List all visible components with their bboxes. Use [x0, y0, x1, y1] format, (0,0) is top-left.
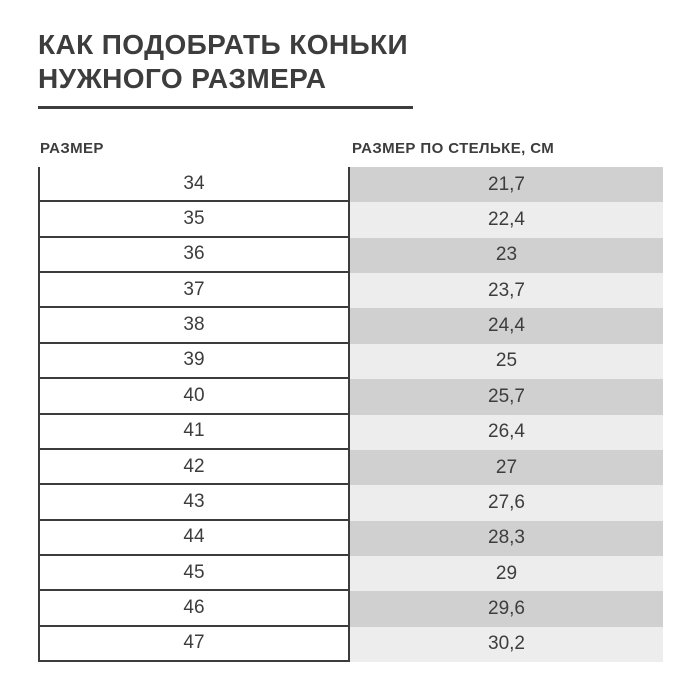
- size-cell: 40: [38, 379, 350, 414]
- insole-cell: 27: [350, 450, 663, 485]
- size-cell: 34: [38, 167, 350, 202]
- table-row: [38, 202, 663, 237]
- size-cell: 46: [38, 591, 350, 626]
- insole-cell: 21,7: [350, 167, 663, 202]
- table-row: [38, 273, 663, 308]
- insole-cell: 26,4: [350, 415, 663, 450]
- table-row: [38, 521, 663, 556]
- insole-cell: 30,2: [350, 627, 663, 662]
- insole-cell: 28,3: [350, 521, 663, 556]
- size-cell: 36: [38, 238, 350, 273]
- size-cell: 37: [38, 273, 350, 308]
- insole-cell: 24,4: [350, 308, 663, 343]
- size-cell: 41: [38, 415, 350, 450]
- size-cell: 38: [38, 308, 350, 343]
- table-row: [38, 308, 663, 343]
- table-column-headers: [38, 140, 663, 157]
- column-header-insole: РАЗМЕР ПО СТЕЛЬКЕ, СМ: [352, 140, 555, 157]
- title-underline-rule: [38, 106, 413, 109]
- insole-cell: 29,6: [350, 591, 663, 626]
- insole-cell: 22,4: [350, 202, 663, 237]
- column-header-size: РАЗМЕР: [40, 140, 104, 157]
- insole-cell: 25: [350, 344, 663, 379]
- page-title-line-1: КАК ПОДОБРАТЬ КОНЬКИ: [38, 29, 409, 60]
- size-cell: 42: [38, 450, 350, 485]
- table-row: [38, 591, 663, 626]
- size-cell: 39: [38, 344, 350, 379]
- table-row: [38, 556, 663, 591]
- size-cell: 47: [38, 627, 350, 662]
- table-row: [38, 344, 663, 379]
- insole-cell: 27,6: [350, 485, 663, 520]
- table-row: [38, 450, 663, 485]
- insole-cell: 23,7: [350, 273, 663, 308]
- insole-cell: 25,7: [350, 379, 663, 414]
- size-cell: 44: [38, 521, 350, 556]
- size-cell: 45: [38, 556, 350, 591]
- insole-cell: 29: [350, 556, 663, 591]
- table-row: [38, 485, 663, 520]
- table-row: [38, 379, 663, 414]
- page-title-line-2: НУЖНОГО РАЗМЕРА: [38, 63, 327, 94]
- table-row: [38, 167, 663, 202]
- size-cell: 43: [38, 485, 350, 520]
- table-row: [38, 238, 663, 273]
- size-table: [38, 167, 663, 662]
- table-row: [38, 415, 663, 450]
- size-cell: 35: [38, 202, 350, 237]
- page-title: [38, 28, 408, 96]
- table-row: [38, 627, 663, 662]
- insole-cell: 23: [350, 238, 663, 273]
